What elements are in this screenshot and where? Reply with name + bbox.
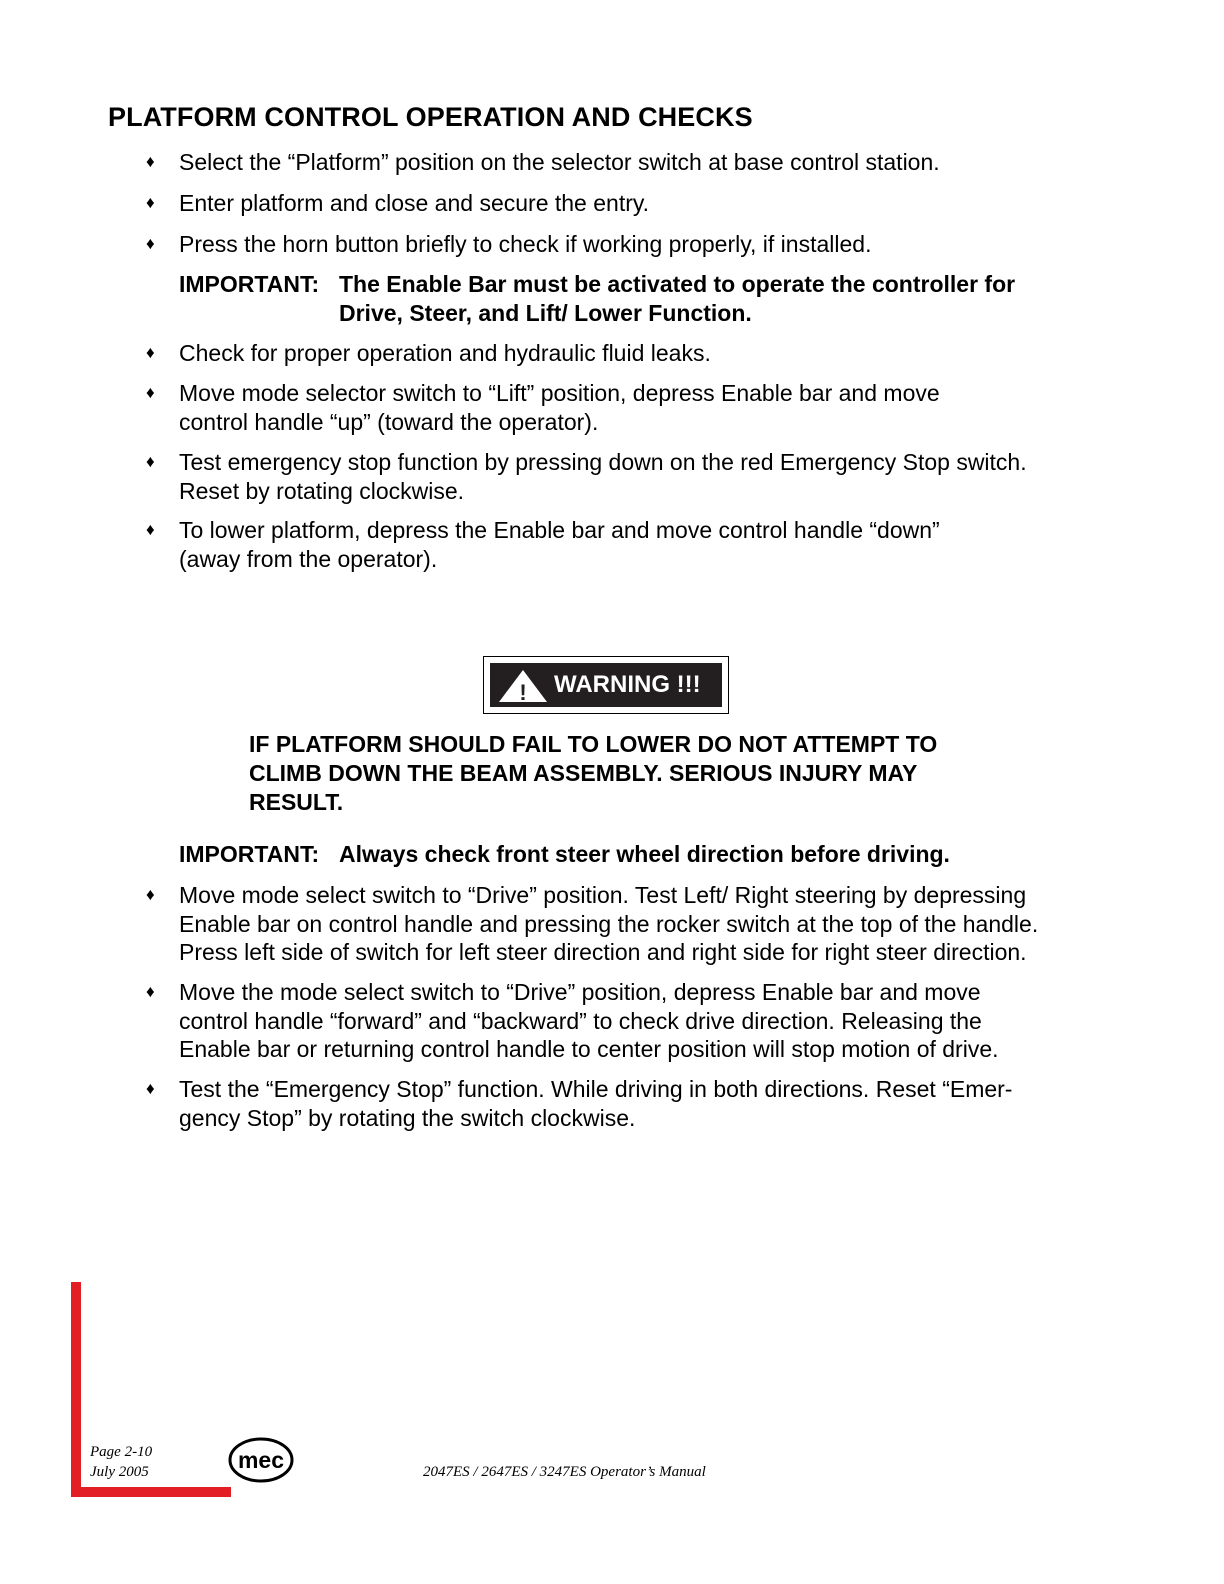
diamond-bullet-icon: ♦ (146, 234, 155, 253)
diamond-bullet-icon: ♦ (146, 152, 155, 171)
red-footer-bar (71, 1487, 231, 1497)
red-margin-bar (71, 1282, 81, 1497)
diamond-bullet-icon: ♦ (146, 383, 155, 402)
list-item (146, 148, 1066, 177)
important-note (179, 840, 1079, 869)
warning-label: WARNING !!! (554, 671, 701, 698)
list-item-text: Check for proper operation and hydraulic fluid leaks. (179, 340, 711, 366)
warning-banner-fill (490, 663, 722, 707)
list-item (146, 189, 1066, 218)
list-item-text: Test the “Emergency Stop” function. While driving in both directions. Reset “Emer- gency Stop” by rotating the switch clockwise. (179, 1076, 1013, 1131)
svg-text:mec: mec (237, 1447, 285, 1473)
list-item (146, 516, 1066, 573)
list-item-text: Test emergency stop function by pressing down on the red Emergency Stop switch. Reset by rotating clockwise. (179, 449, 1027, 504)
warning-banner (483, 656, 729, 714)
list-item (146, 978, 1066, 1064)
page-number: Page 2-10 (90, 1444, 153, 1460)
list-item (146, 339, 1066, 368)
important-text: The Enable Bar must be activated to operate the controller for Drive, Steer, and Lift/ Lower Function. (339, 271, 1016, 326)
manual-title: 2047ES / 2647ES / 3247ES Operator’s Manual (423, 1464, 706, 1480)
page-title: PLATFORM CONTROL OPERATION AND CHECKS (108, 102, 753, 132)
diamond-bullet-icon: ♦ (146, 343, 155, 362)
list-item-text: To lower platform, depress the Enable bar and move control handle “down” (away from the operator). (179, 517, 940, 572)
diamond-bullet-icon: ♦ (146, 193, 155, 212)
svg-text:!: ! (519, 680, 527, 703)
important-text: Always check front steer wheel direction before driving. (339, 841, 950, 867)
important-label: IMPORTANT: (179, 841, 320, 867)
important-note (179, 270, 1079, 327)
list-item (146, 448, 1066, 505)
list-item-text: Move mode selector switch to “Lift” position, depress Enable bar and move control handle “up” (toward the operator). (179, 380, 940, 435)
list-item (146, 881, 1066, 967)
important-label: IMPORTANT: (179, 271, 320, 297)
list-item (146, 230, 1066, 259)
list-item (146, 1075, 1066, 1132)
publication-date: July 2005 (90, 1464, 149, 1480)
list-item-text: Enter platform and close and secure the entry. (179, 190, 650, 216)
diamond-bullet-icon: ♦ (146, 1079, 155, 1098)
diamond-bullet-icon: ♦ (146, 885, 155, 904)
diamond-bullet-icon: ♦ (146, 982, 155, 1001)
list-item-text: Move the mode select switch to “Drive” position, depress Enable bar and move control handle “forward” and “backward” to check drive direction. Releasing the Enable bar or returning control handle to center position will stop motion of drive. (179, 979, 999, 1062)
list-item-text: Move mode select switch to “Drive” position. Test Left/ Right steering by depressing Enable bar on control handle and pressing the rocker switch at the top of the handle. Press left side of switch for left steer direction and right side for right steer direction. (179, 882, 1039, 965)
diamond-bullet-icon: ♦ (146, 452, 155, 471)
list-item-text: Select the “Platform” position on the selector switch at base control station. (179, 149, 940, 175)
list-item-text: Press the horn button briefly to check if working properly, if installed. (179, 231, 872, 257)
list-item (146, 379, 1066, 436)
mec-logo-icon (228, 1436, 294, 1484)
warning-triangle-icon (498, 669, 548, 703)
diamond-bullet-icon: ♦ (146, 520, 155, 539)
warning-text: IF PLATFORM SHOULD FAIL TO LOWER DO NOT ATTEMPT TO CLIMB DOWN THE BEAM ASSEMBLY. SERIOUS INJURY MAY RESULT. (249, 731, 938, 815)
